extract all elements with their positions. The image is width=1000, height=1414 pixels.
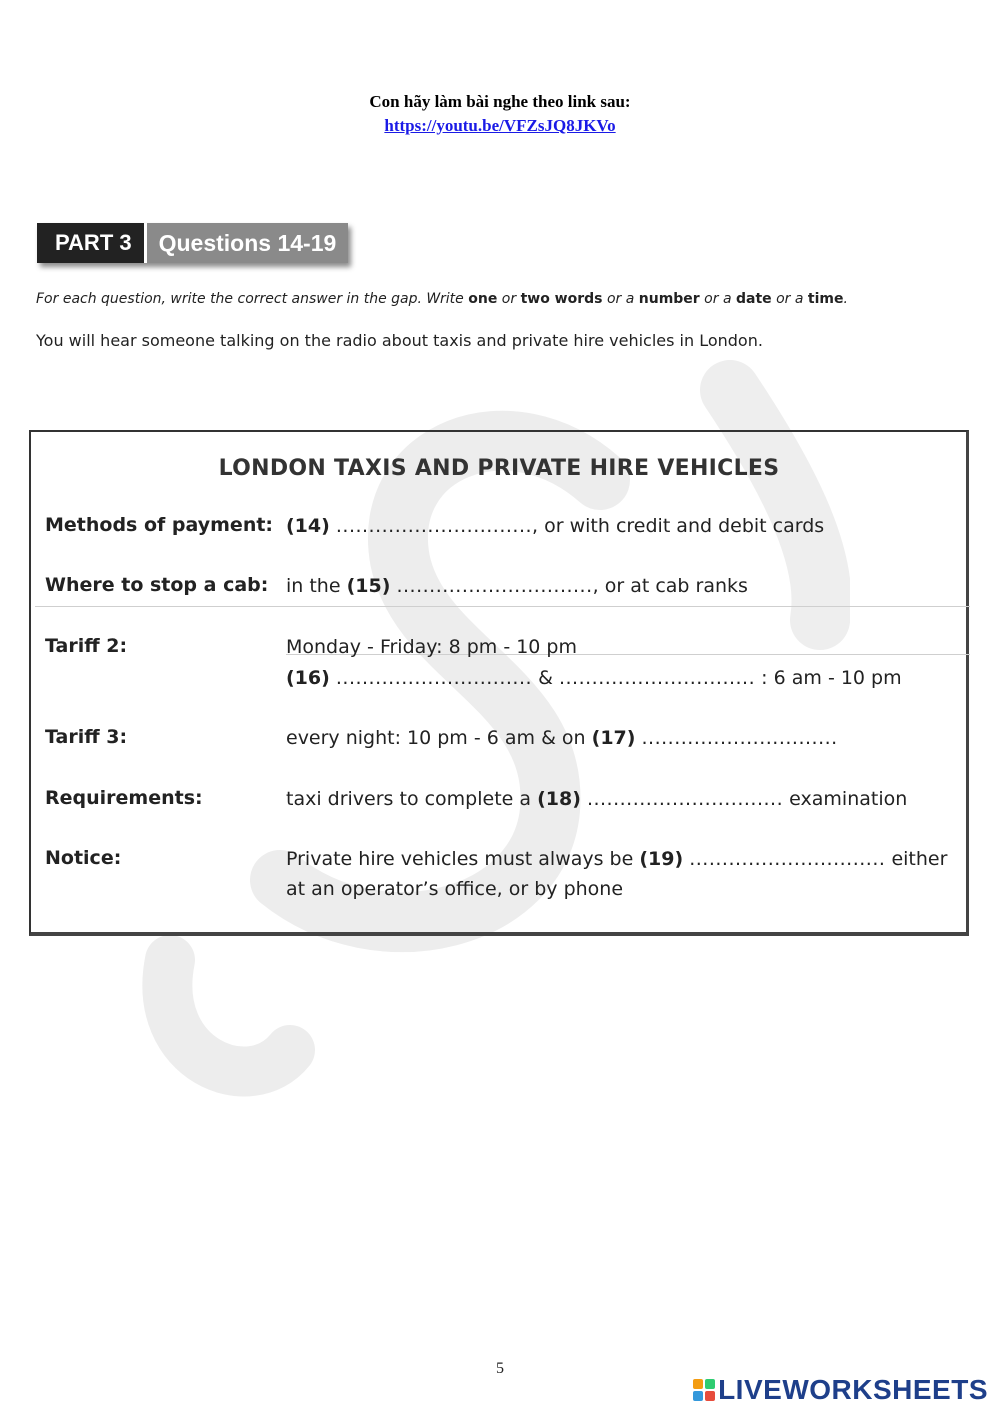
- answer-gap-15[interactable]: ..............................: [396, 575, 593, 597]
- row-label-stop: Where to stop a cab:: [45, 574, 269, 596]
- row-notice-line1: Private hire vehicles must always be (19) .............................. either: [286, 848, 948, 870]
- row-requirements: taxi drivers to complete a (18) .............................. examination: [286, 788, 908, 810]
- row-notice-line2: at an operator’s office, or by phone: [286, 878, 624, 900]
- question-number: (18): [537, 788, 581, 810]
- listening-context: You will hear someone talking on the radio about taxis and private hire vehicles in London.: [36, 331, 763, 350]
- task-instruction: For each question, write the correct answer in the gap. Write one or two words or a number or a date or a time.: [36, 291, 848, 307]
- row-payment: (14) .............................., or with credit and debit cards: [286, 515, 825, 537]
- question-number: (14): [286, 515, 330, 537]
- answer-gap-16b[interactable]: ..............................: [558, 667, 756, 689]
- answer-gap-18[interactable]: ..............................: [586, 788, 784, 810]
- row-label-tariff3: Tariff 3:: [45, 726, 128, 748]
- row-label-requirements: Requirements:: [45, 787, 203, 809]
- divider: [35, 606, 970, 607]
- question-number: (17): [591, 727, 636, 749]
- row-label-tariff2: Tariff 2:: [45, 635, 128, 657]
- question-number: (19): [639, 848, 684, 870]
- brand-mark-icon: [693, 1379, 715, 1401]
- row-tariff2-line1: Monday - Friday: 8 pm - 10 pm: [286, 636, 578, 658]
- row-stop: in the (15) .............................., or at cab ranks: [286, 575, 748, 597]
- row-tariff2-line2: (16) .............................. & .............................. : 6 am - 10 pm: [286, 667, 902, 689]
- row-tariff3: every night: 10 pm - 6 am & on (17) ..............................: [286, 727, 838, 749]
- part-banner: [37, 223, 348, 263]
- answer-gap-16a[interactable]: ..............................: [335, 667, 533, 689]
- youtube-link[interactable]: https://youtu.be/VFZsJQ8JKVo: [384, 116, 616, 135]
- intro-instruction: Con hãy làm bài nghe theo link sau:: [369, 92, 631, 111]
- answer-gap-19[interactable]: ..............................: [689, 848, 886, 870]
- brand-name: LIVEWORKSHEETS: [718, 1374, 988, 1405]
- row-label-payment: Methods of payment:: [45, 514, 274, 536]
- page-number: 5: [496, 1360, 504, 1377]
- question-number: (15): [346, 575, 391, 597]
- question-number: (16): [286, 667, 330, 689]
- questions-range: Questions 14-19: [144, 223, 349, 263]
- row-label-notice: Notice:: [45, 847, 122, 869]
- brand-logo: [693, 1374, 988, 1406]
- answer-gap-17[interactable]: ..............................: [641, 727, 838, 749]
- answer-gap-14[interactable]: ..............................: [335, 515, 533, 537]
- notes-title: LONDON TAXIS AND PRIVATE HIRE VEHICLES: [218, 456, 780, 481]
- part-label: PART 3: [37, 223, 144, 263]
